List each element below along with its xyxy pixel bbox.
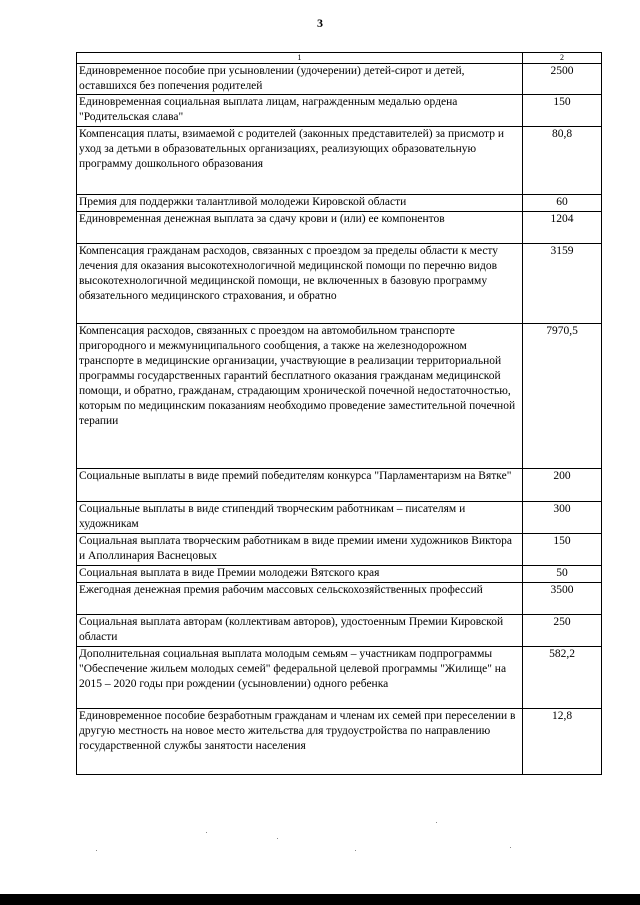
table-header-row [77, 53, 602, 64]
row-value-cell: 1204 [523, 212, 602, 244]
row-value-cell: 200 [523, 469, 602, 502]
row-value-cell: 50 [523, 566, 602, 583]
scan-speck [206, 832, 207, 833]
scan-speck [510, 847, 511, 848]
row-name-cell: Компенсация платы, взимаемой с родителей (законных представителей) за присмотр и уход за детьми в образовательных организациях, реализующих образовательную программу дошкольного образования [77, 127, 523, 195]
row-value-cell: 300 [523, 502, 602, 534]
row-value-cell: 80,8 [523, 127, 602, 195]
table-row [77, 615, 602, 647]
row-value-cell: 150 [523, 95, 602, 127]
table-row [77, 502, 602, 534]
row-value-cell: 3159 [523, 244, 602, 324]
row-name-cell: Ежегодная денежная премия рабочим массовых сельскохозяйственных профессий [77, 583, 523, 615]
row-name-cell: Социальная выплата творческим работникам в виде премии имени художников Виктора и Аполлинария Васнецовых [77, 534, 523, 566]
table-row [77, 534, 602, 566]
row-name-cell: Социальные выплаты в виде премий победителям конкурса "Парламентаризм на Вятке" [77, 469, 523, 502]
row-name-cell: Единовременная денежная выплата за сдачу крови и (или) ее компонентов [77, 212, 523, 244]
table-row [77, 244, 602, 324]
row-name-cell: Единовременное пособие при усыновлении (удочерении) детей-сирот и детей, оставшихся без попечения родителей [77, 64, 523, 95]
column-header-1: 1 [77, 53, 523, 64]
table-row [77, 583, 602, 615]
table-row [77, 64, 602, 95]
table-row [77, 324, 602, 469]
row-value-cell: 250 [523, 615, 602, 647]
row-name-cell: Единовременная социальная выплата лицам, награжденным медалью ордена "Родительская слава" [77, 95, 523, 127]
row-value-cell: 582,2 [523, 647, 602, 709]
row-name-cell: Социальные выплаты в виде стипендий творческим работникам – писателям и художникам [77, 502, 523, 534]
benefits-table [76, 52, 602, 775]
row-value-cell: 12,8 [523, 709, 602, 775]
row-name-cell: Компенсация гражданам расходов, связанных с проездом за пределы области к месту лечения для оказания высокотехнологичной медицинской помощи по перечню видов высокотехнологичной медицинской помощи, не включенных в базовую программу обязательного медицинского страхования, и обратно [77, 244, 523, 324]
table-row [77, 566, 602, 583]
table-row [77, 469, 602, 502]
table-row [77, 647, 602, 709]
row-value-cell: 7970,5 [523, 324, 602, 469]
table-row [77, 127, 602, 195]
row-value-cell: 2500 [523, 64, 602, 95]
row-name-cell: Социальная выплата в виде Премии молодежи Вятского края [77, 566, 523, 583]
row-name-cell: Компенсация расходов, связанных с проездом на автомобильном транспорте пригородного и межмуниципального сообщения, а также на железнодорожном транспорте в медицинские организации, участвующие в реализации территориальной программы государственных гарантий бесплатного оказания гражданам медицинской помощи, и обратно, гражданам, страдающим хронической почечной недостаточностью, которым по медицинским показаниям необходимо проведение заместительной почечной терапии [77, 324, 523, 469]
scan-speck [277, 838, 278, 839]
row-name-cell: Единовременное пособие безработным гражданам и членам их семей при переселении в другую местность на новое место жительства для трудоустройства по направлению государственной службы занятости населения [77, 709, 523, 775]
row-value-cell: 150 [523, 534, 602, 566]
row-value-cell: 3500 [523, 583, 602, 615]
row-name-cell: Премия для поддержки талантливой молодежи Кировской области [77, 195, 523, 212]
column-header-2: 2 [523, 53, 602, 64]
scan-speck [436, 822, 437, 823]
table-row [77, 195, 602, 212]
row-name-cell: Дополнительная социальная выплата молодым семьям – участникам подпрограммы "Обеспечение жильем молодых семей" федеральной целевой программы "Жилище" на 2015 – 2020 годы при рождении (усыновлении) одного ребенка [77, 647, 523, 709]
row-name-cell: Социальная выплата авторам (коллективам авторов), удостоенным Премии Кировской области [77, 615, 523, 647]
scan-speck [96, 850, 97, 851]
scan-speck [355, 850, 356, 851]
table-row [77, 95, 602, 127]
page-number: 3 [317, 16, 323, 30]
table-row [77, 709, 602, 775]
row-value-cell: 60 [523, 195, 602, 212]
scan-edge-bar [0, 894, 640, 905]
table-row [77, 212, 602, 244]
